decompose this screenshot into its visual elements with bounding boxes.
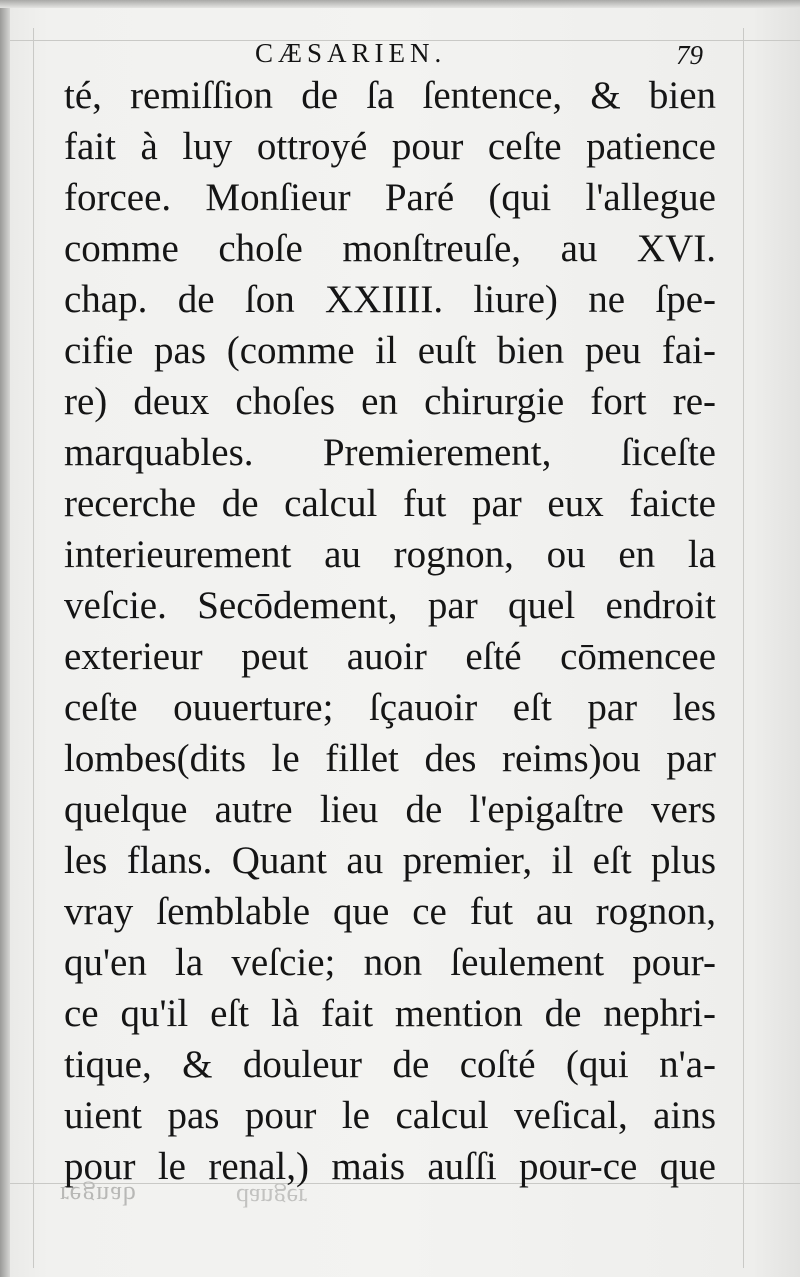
scan-guide-line-left bbox=[33, 28, 34, 1268]
text-line: pour le renal,) mais auſſi pour-ce que bbox=[64, 1145, 716, 1188]
text-line: uient pas pour le calcul veſical, ains bbox=[64, 1094, 716, 1137]
page-top-edge bbox=[0, 0, 800, 8]
text-line: veſcie. Secōdement, par quel endroit bbox=[64, 584, 716, 627]
text-line: recerche de calcul fut par eux faicte bbox=[64, 482, 716, 525]
text-line: interieurement au rognon, ou en la bbox=[64, 533, 716, 576]
text-line: té, remiſſion de ſa ſentence, & bien bbox=[64, 74, 716, 117]
page-number: 79 bbox=[676, 40, 703, 70]
text-line: ce qu'il eſt là fait mention de nephri- bbox=[64, 992, 716, 1035]
page-gutter-edge bbox=[0, 0, 10, 1277]
show-through-catchword: regnab bbox=[60, 1181, 137, 1210]
text-line: les flans. Quant au premier, il eſt plus bbox=[64, 839, 716, 882]
text-line: ceſte ouuerture; ſçauoir eſt par les bbox=[64, 686, 716, 729]
text-line: tique, & douleur de coſté (qui n'a- bbox=[64, 1043, 716, 1086]
text-line: chap. de ſon XXIIII. liure) ne ſpe- bbox=[64, 278, 716, 321]
text-line: exterieur peut auoir eſté cōmencee bbox=[64, 635, 716, 678]
text-line: comme choſe monſtreuſe, au XVI. bbox=[64, 227, 716, 270]
text-line: qu'en la veſcie; non ſeulement pour- bbox=[64, 941, 716, 984]
scan-guide-line-right bbox=[743, 28, 744, 1268]
text-line: quelque autre lieu de l'epigaſtre vers bbox=[64, 788, 716, 831]
text-line: vray ſemblable que ce fut au rognon, bbox=[64, 890, 716, 933]
text-line: fait à luy ottroyé pour ceſte patience bbox=[64, 125, 716, 168]
show-through-bleed: danger bbox=[236, 1183, 307, 1212]
text-line: forcee. Monſieur Paré (qui l'allegue bbox=[64, 176, 716, 219]
body-text bbox=[64, 70, 716, 1192]
running-head-title: CÆSARIEN. bbox=[255, 38, 447, 68]
text-line: cifie pas (comme il euſt bien peu fai- bbox=[64, 329, 716, 372]
text-line: re) deux choſes en chirurgie fort re- bbox=[64, 380, 716, 423]
text-line: lombes(dits le fillet des reims)ou par bbox=[64, 737, 716, 780]
text-line: marquables. Premierement, ſiceſte bbox=[64, 431, 716, 474]
